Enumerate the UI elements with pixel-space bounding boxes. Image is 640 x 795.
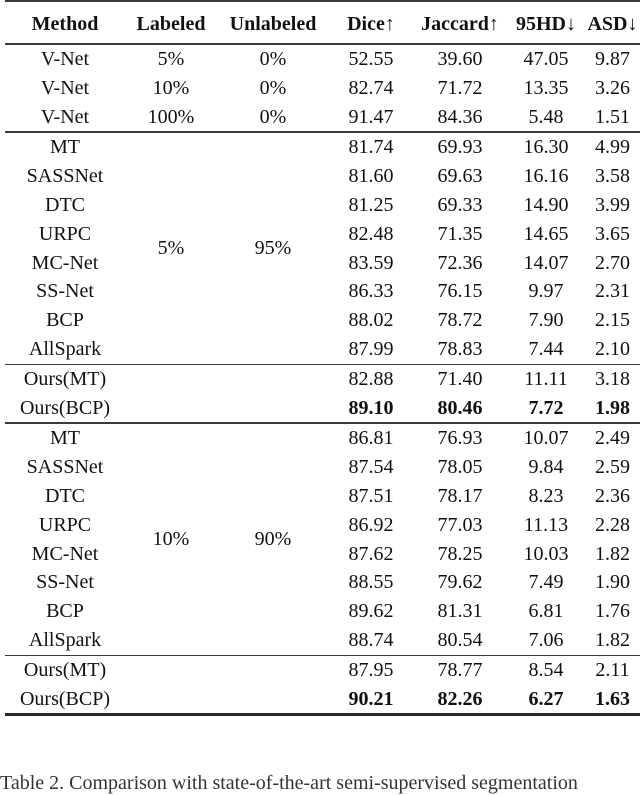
method-cell: BCP bbox=[46, 309, 84, 332]
hd95-cell: 7.90 bbox=[528, 309, 564, 332]
dice-cell: 82.74 bbox=[348, 76, 394, 99]
method-cell: URPC bbox=[38, 222, 92, 245]
hd95-cell: 10.03 bbox=[523, 542, 569, 565]
table-row bbox=[5, 74, 640, 103]
dice-cell: 87.54 bbox=[348, 456, 394, 479]
asd-cell: 9.87 bbox=[595, 48, 630, 70]
method-cell: MT bbox=[50, 427, 80, 450]
asd-cell: 2.10 bbox=[595, 337, 630, 360]
asd-cell: 2.36 bbox=[595, 484, 630, 507]
jaccard-cell: 84.36 bbox=[437, 105, 483, 128]
method-cell: MC-Net bbox=[31, 251, 99, 274]
dice-cell: 88.55 bbox=[348, 571, 394, 594]
dice-cell: 86.92 bbox=[348, 513, 394, 536]
dice-cell: 87.51 bbox=[348, 484, 394, 507]
asd-cell: 2.59 bbox=[595, 456, 630, 479]
asd-cell: 2.31 bbox=[595, 280, 630, 303]
asd-cell: 1.51 bbox=[595, 105, 630, 128]
hd95-cell: 7.06 bbox=[528, 628, 564, 651]
table-body bbox=[5, 44, 640, 715]
header-labeled: Labeled bbox=[136, 13, 206, 35]
method-cell: SS-Net bbox=[36, 280, 94, 303]
method-cell: MC-Net bbox=[31, 542, 99, 565]
jaccard-cell: 39.60 bbox=[437, 48, 483, 70]
method-cell: AllSpark bbox=[28, 337, 102, 360]
asd-cell: 1.63 bbox=[595, 687, 630, 710]
hd95-cell: 11.11 bbox=[524, 367, 568, 390]
hd95-cell: 9.84 bbox=[528, 456, 564, 479]
hd95-cell: 14.90 bbox=[523, 193, 569, 216]
dice-cell: 89.62 bbox=[348, 600, 394, 623]
table-row-ours bbox=[5, 685, 640, 715]
asd-cell: 3.26 bbox=[595, 76, 630, 99]
jaccard-cell: 71.40 bbox=[437, 367, 483, 390]
table-row bbox=[5, 132, 640, 162]
hd95-cell: 5.48 bbox=[528, 105, 564, 128]
dice-cell: 89.10 bbox=[348, 396, 394, 419]
header-95hd: 95HD↓ bbox=[516, 13, 576, 35]
jaccard-cell: 76.93 bbox=[437, 427, 483, 450]
unlabeled-cell: 0% bbox=[259, 76, 287, 99]
asd-cell: 1.82 bbox=[595, 542, 630, 565]
table-row-ours bbox=[5, 655, 640, 684]
hd95-cell: 13.35 bbox=[523, 76, 569, 99]
asd-cell: 1.90 bbox=[595, 571, 630, 594]
header-dice: Dice↑ bbox=[347, 13, 395, 35]
asd-cell: 4.99 bbox=[595, 136, 630, 159]
labeled-cell bbox=[125, 364, 217, 393]
asd-cell: 2.70 bbox=[595, 251, 630, 274]
asd-cell: 2.49 bbox=[595, 427, 630, 450]
jaccard-cell: 78.72 bbox=[437, 309, 483, 332]
dice-cell: 88.02 bbox=[348, 309, 394, 332]
labeled-cell: 10% bbox=[152, 76, 190, 99]
hd95-cell: 6.81 bbox=[528, 600, 564, 623]
hd95-cell: 8.54 bbox=[528, 658, 564, 681]
dice-cell: 82.48 bbox=[348, 222, 394, 245]
dice-cell: 81.74 bbox=[348, 136, 394, 159]
table-row bbox=[5, 423, 640, 453]
asd-cell: 2.11 bbox=[595, 658, 630, 681]
method-cell: Ours(BCP) bbox=[19, 396, 110, 419]
dice-cell: 52.55 bbox=[348, 48, 394, 70]
dice-cell: 83.59 bbox=[348, 251, 394, 274]
dice-cell: 81.25 bbox=[348, 193, 394, 216]
jaccard-cell: 82.26 bbox=[437, 687, 483, 710]
dice-cell: 91.47 bbox=[348, 105, 394, 128]
method-cell: SASSNet bbox=[26, 165, 104, 188]
asd-cell: 3.18 bbox=[595, 367, 630, 390]
method-cell: URPC bbox=[38, 513, 92, 536]
jaccard-cell: 69.33 bbox=[437, 193, 483, 216]
asd-cell: 1.82 bbox=[595, 628, 630, 651]
method-cell: SASSNet bbox=[26, 456, 104, 479]
dice-cell: 87.99 bbox=[348, 337, 394, 360]
table-caption: Table 2. Comparison with state-of-the-art semi-supervised segmentation bbox=[0, 772, 578, 794]
hd95-cell: 16.16 bbox=[523, 165, 569, 188]
results-table-container bbox=[5, 0, 640, 716]
labeled-cell: 5% bbox=[157, 48, 185, 70]
asd-cell: 2.28 bbox=[595, 513, 630, 536]
asd-cell: 1.98 bbox=[595, 396, 630, 419]
method-cell: Ours(MT) bbox=[23, 367, 107, 390]
dice-cell: 86.81 bbox=[348, 427, 394, 450]
jaccard-cell: 69.63 bbox=[437, 165, 483, 188]
hd95-cell: 8.23 bbox=[528, 484, 564, 507]
table-row bbox=[5, 103, 640, 133]
method-cell: Ours(MT) bbox=[23, 658, 107, 681]
method-cell: DTC bbox=[45, 193, 85, 216]
hd95-cell: 9.97 bbox=[528, 280, 564, 303]
asd-cell: 1.76 bbox=[595, 600, 630, 623]
hd95-cell: 14.65 bbox=[523, 222, 569, 245]
hd95-cell: 11.13 bbox=[523, 513, 569, 536]
hd95-cell: 7.44 bbox=[528, 337, 564, 360]
method-cell: V-Net bbox=[40, 48, 90, 70]
labeled-group-cell: 5% bbox=[157, 237, 185, 260]
header-unlabeled: Unlabeled bbox=[229, 13, 317, 35]
jaccard-cell: 78.05 bbox=[437, 456, 483, 479]
jaccard-cell: 80.46 bbox=[437, 396, 483, 419]
method-cell: V-Net bbox=[40, 105, 90, 128]
asd-cell: 3.65 bbox=[595, 222, 630, 245]
dice-cell: 81.60 bbox=[348, 165, 394, 188]
asd-cell: 2.15 bbox=[595, 309, 630, 332]
jaccard-cell: 78.83 bbox=[437, 337, 483, 360]
jaccard-cell: 72.36 bbox=[437, 251, 483, 274]
jaccard-cell: 78.25 bbox=[437, 542, 483, 565]
labeled-cell: 100% bbox=[147, 105, 195, 128]
dice-cell: 82.88 bbox=[348, 367, 394, 390]
unlabeled-group-cell: 95% bbox=[254, 237, 292, 260]
header-method: Method bbox=[31, 13, 99, 35]
unlabeled-cell bbox=[217, 685, 329, 715]
header-jaccard: Jaccard↑ bbox=[421, 13, 499, 35]
jaccard-cell: 80.54 bbox=[437, 628, 483, 651]
jaccard-cell: 76.15 bbox=[437, 280, 483, 303]
dice-cell: 86.33 bbox=[348, 280, 394, 303]
method-cell: BCP bbox=[46, 600, 84, 623]
table-row bbox=[5, 44, 640, 74]
header-asd: ASD↓ bbox=[587, 13, 638, 35]
method-cell: V-Net bbox=[40, 76, 90, 99]
comparison-table bbox=[5, 0, 640, 716]
jaccard-cell: 69.93 bbox=[437, 136, 483, 159]
method-cell: SS-Net bbox=[36, 571, 94, 594]
jaccard-cell: 78.17 bbox=[437, 484, 483, 507]
unlabeled-cell bbox=[217, 655, 329, 684]
dice-cell: 88.74 bbox=[348, 628, 394, 651]
method-cell: MT bbox=[50, 136, 80, 159]
hd95-cell: 47.05 bbox=[523, 48, 569, 70]
table-row-ours bbox=[5, 364, 640, 393]
asd-cell: 3.99 bbox=[595, 193, 630, 216]
asd-cell: 3.58 bbox=[595, 165, 630, 188]
header-row bbox=[5, 1, 640, 44]
unlabeled-cell bbox=[217, 364, 329, 393]
method-cell: DTC bbox=[45, 484, 85, 507]
labeled-group-cell: 10% bbox=[152, 528, 190, 551]
jaccard-cell: 79.62 bbox=[437, 571, 483, 594]
unlabeled-cell bbox=[217, 394, 329, 424]
hd95-cell: 10.07 bbox=[523, 427, 569, 450]
labeled-cell bbox=[125, 685, 217, 715]
jaccard-cell: 77.03 bbox=[437, 513, 483, 536]
labeled-cell bbox=[125, 394, 217, 424]
jaccard-cell: 81.31 bbox=[437, 600, 483, 623]
table-row-ours bbox=[5, 394, 640, 424]
jaccard-cell: 71.72 bbox=[437, 76, 483, 99]
jaccard-cell: 78.77 bbox=[437, 658, 483, 681]
method-cell: Ours(BCP) bbox=[19, 687, 110, 710]
hd95-cell: 6.27 bbox=[528, 687, 564, 710]
hd95-cell: 16.30 bbox=[523, 136, 569, 159]
hd95-cell: 14.07 bbox=[523, 251, 569, 274]
jaccard-cell: 71.35 bbox=[437, 222, 483, 245]
unlabeled-cell: 0% bbox=[259, 105, 287, 128]
hd95-cell: 7.72 bbox=[528, 396, 564, 419]
hd95-cell: 7.49 bbox=[528, 571, 564, 594]
dice-cell: 87.62 bbox=[348, 542, 394, 565]
labeled-cell bbox=[125, 655, 217, 684]
method-cell: AllSpark bbox=[28, 628, 102, 651]
unlabeled-group-cell: 90% bbox=[254, 528, 292, 551]
dice-cell: 90.21 bbox=[348, 687, 394, 710]
dice-cell: 87.95 bbox=[348, 658, 394, 681]
unlabeled-cell: 0% bbox=[259, 48, 287, 70]
